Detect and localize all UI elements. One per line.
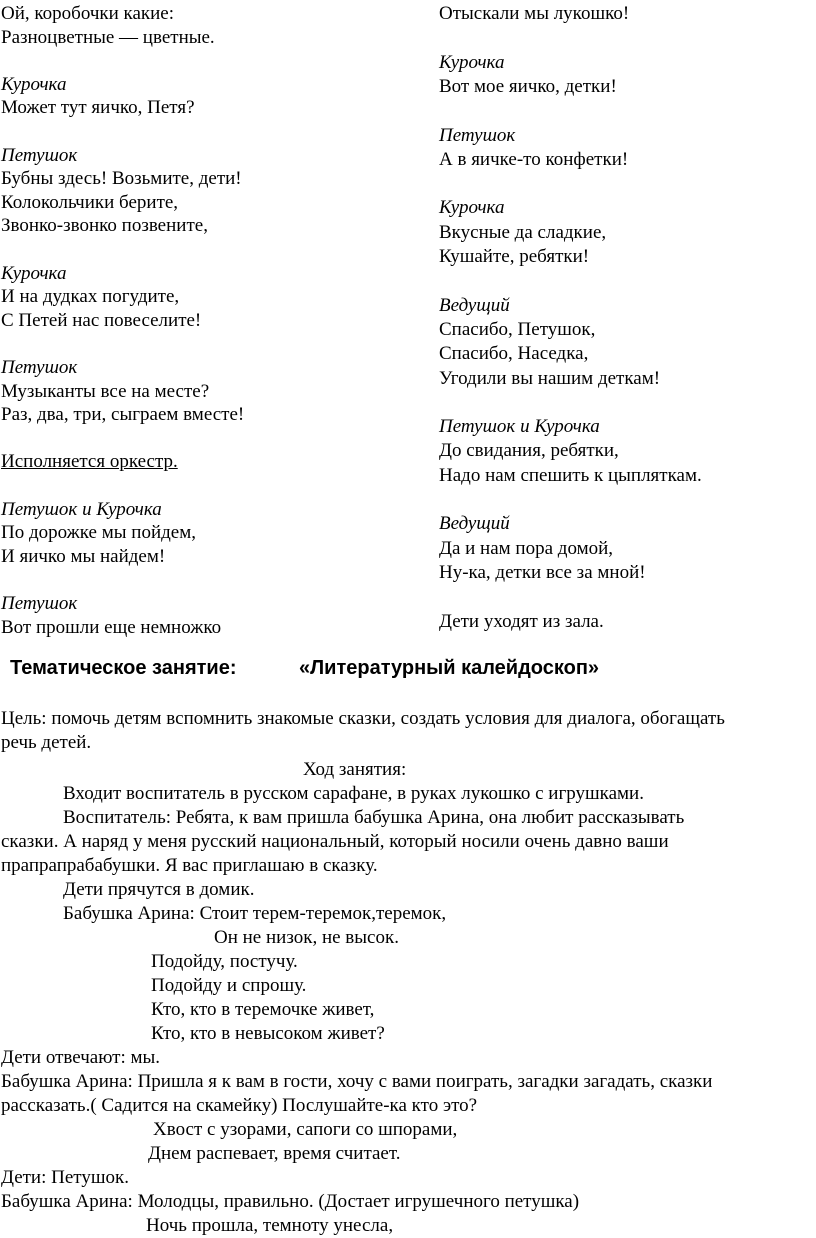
poem-line: Спасибо, Петушок, <box>439 318 596 340</box>
poem-line: Вот мое яичко, детки! <box>439 75 617 97</box>
poem-line: И на дудках погудите, <box>1 286 180 308</box>
poem-line: Дети уходят из зала. <box>439 610 604 632</box>
poem-line: Ой, коробочки какие: <box>1 3 175 24</box>
poem-line: Да и нам пора домой, <box>439 537 614 559</box>
poem-line: Ведущий <box>439 294 510 316</box>
poem-line: Исполняется оркестр. <box>1 451 178 473</box>
body-line: Ход занятия: <box>303 759 407 780</box>
body-line: Подойду и спрошу. <box>151 975 307 996</box>
poem-line: Курочка <box>439 51 505 73</box>
body-line: Он не низок, не высок. <box>214 927 399 948</box>
poem-line: Спасибо, Наседка, <box>439 343 589 365</box>
poem-line: Ведущий <box>439 513 510 535</box>
poem-line: Разноцветные — цветные. <box>1 26 215 48</box>
poem-line: Вкусные да сладкие, <box>439 221 607 243</box>
poem-line: Бубны здесь! Возьмите, дети! <box>1 168 242 190</box>
body-line: Кто, кто в невысоком живет? <box>151 1023 385 1044</box>
body-line: Днем распевает, время считает. <box>148 1143 401 1164</box>
poem-line: Петушок <box>1 357 78 378</box>
body-line: Подойду, постучу. <box>151 951 298 972</box>
poem-line: Музыканты все на месте? <box>1 380 210 402</box>
poem-line: Петушок и Курочка <box>439 416 600 438</box>
body-line: Воспитатель: Ребята, к вам пришла бабушка Арина, она любит рассказывать <box>63 807 685 828</box>
poem-line: Колокольчики берите, <box>1 191 179 213</box>
body-line: Дети: Петушок. <box>1 1167 129 1188</box>
poem-line: Кушайте, ребятки! <box>439 246 590 267</box>
body-line: Входит воспитатель в русском сарафане, в руках лукошко с игрушками. <box>63 783 644 804</box>
body-line: рассказать.( Садится на скамейку) Послушайте-ка кто это? <box>1 1095 478 1116</box>
poem-line: Вот прошли еще немножко <box>1 616 222 638</box>
poem-line: Может тут яичко, Петя? <box>1 97 195 119</box>
body-line: Дети отвечают: мы. <box>1 1047 161 1068</box>
poem-line: С Петей нас повеселите! <box>1 309 202 331</box>
poem-line: Петушок <box>1 144 78 166</box>
poem-line: Петушок и Курочка <box>1 498 162 520</box>
poem-line: Угодили вы нашим деткам! <box>439 367 661 389</box>
body-line: Бабушка Арина: Пришла я к вам в гости, хочу с вами поиграть, загадки загадать, сказки <box>1 1071 713 1092</box>
poem-line: Ну-ка, детки все за мной! <box>439 561 646 583</box>
poem-line: Курочка <box>439 197 505 219</box>
poem-line: Раз, два, три, сыграем вместе! <box>1 404 245 426</box>
body-line: сказки. А наряд у меня русский национальный, который носили очень давно ваши <box>1 831 669 852</box>
body-line: Хвост с узорами, сапоги со шпорами, <box>153 1119 458 1140</box>
body-line: Цель: помочь детям вспомнить знакомые сказки, создать условия для диалога, обогащать <box>1 708 725 729</box>
body-line: Бабушка Арина: Молодцы, правильно. (Достает игрушечного петушка) <box>1 1191 580 1212</box>
poem-line: И яичко мы найдем! <box>1 545 166 567</box>
body-line: Ночь прошла, темноту унесла, <box>146 1215 394 1236</box>
poem-line: Надо нам спешить к цыпляткам. <box>439 464 702 486</box>
poem-line: До свидания, ребятки, <box>439 440 619 462</box>
body-line: речь детей. <box>1 732 92 753</box>
body-line: прапрапрабабушки. Я вас приглашаю в сказку. <box>1 855 378 876</box>
poem-line: По дорожке мы пойдем, <box>1 522 196 544</box>
poem-line: Курочка <box>1 73 67 95</box>
poem-line: Петушок <box>439 124 516 146</box>
poem-line: Петушок <box>1 593 78 614</box>
poem-line: Звонко-звонко позвените, <box>1 215 208 237</box>
body-line: Дети прячутся в домик. <box>63 879 255 900</box>
lesson-heading-title: «Литературный калейдоскоп» <box>299 657 600 679</box>
poem-line: Отыскали мы лукошко! <box>439 3 630 24</box>
poem-line: Курочка <box>1 262 67 284</box>
poem-line: А в яичке-то конфетки! <box>439 148 629 170</box>
body-line: Кто, кто в теремочке живет, <box>151 999 375 1020</box>
lesson-heading-label: Тематическое занятие: <box>10 657 237 679</box>
body-line: Бабушка Арина: Стоит терем-теремок,теремок, <box>63 903 447 924</box>
